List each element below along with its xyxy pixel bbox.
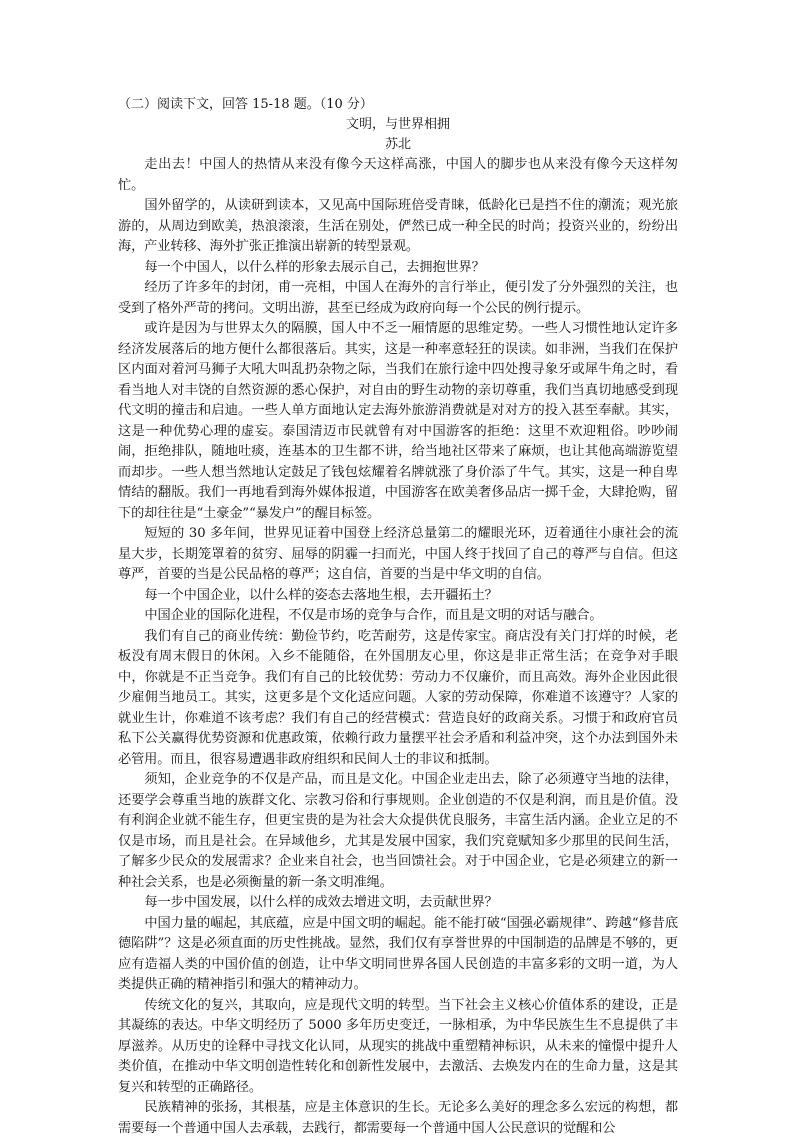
paragraph: 民族精神的张扬，其根基，应是主体意识的生长。无论多么美好的理念多么宏远的构想，都需要每一个普通中国人去承载，去践行，都需要每一个普通中国人公民意识的觉醒和公 — [118, 1100, 678, 1136]
article-author: 苏北 — [384, 137, 411, 152]
paragraph: 中国力量的崛起，其底蕴，应是中国文明的崛起。能不能打破“国强必霸规律”、跨越“修昔底德陷阱”？这是必须直面的历史性挑战。显然，我们仅有享誉世界的中国制造的品牌是不够的，更应有造福人类的中国价值的创造，让中华文明同世界各国人民创造的丰富多彩的文明一道，为人类提供正确的精神指引和强大的精神动力。 — [118, 915, 678, 992]
paragraph: 我们有自己的商业传统：勤俭节约，吃苦耐劳，这是传家宝。商店没有关门打烊的时候，老板没有周末假日的休闲。入乡不能随俗，在外国朋友心里，你这是非正常生活；在竞争对手眼中，你就是不正当竞争。我们有自己的比较优势：劳动力不仅廉价，而且高效。海外企业因此很少雇佣当地员工。其实，这更多是个文化适应问题。人家的劳动保障，你难道不该遵守？人家的就业生计，你难道不该考虑？我们有自己的经营模式：营造良好的政商关系。习惯于和政府官员私下公关赢得优势资源和优惠政策，依赖行政力量摆平社会矛盾和利益冲突，这个办法到国外未必管用。而且，很容易遭遇非政府组织和民间人士的非议和抵制。 — [118, 628, 678, 767]
article-title: 文明，与世界相拥 — [345, 117, 450, 132]
paragraph: 经历了许多年的封闭，甫一亮相，中国人在海外的言行举止，便引发了分外强烈的关注，也受到了格外严苛的拷问。文明出游，甚至已经成为政府向每一个公民的例行提示。 — [118, 280, 678, 316]
paragraph: 中国企业的国际化进程，不仅是市场的竞争与合作，而且是文明的对话与融合。 — [144, 608, 603, 623]
document-page — [118, 95, 678, 1139]
paragraph: 国外留学的，从读研到读本，又见高中国际班倍受青睐，低龄化已是挡不住的潮流；观光旅游的，从周边到欧美，热浪滚滚，生活在别处，俨然已成一种全民的时尚；投资兴业的，纷纷出海，产业转移、海外扩张正推演出崭新的转型景观。 — [118, 198, 678, 254]
paragraph: 须知，企业竞争的不仅是产品，而且是文化。中国企业走出去，除了必须遵守当地的法律，还要学会尊重当地的族群文化、宗教习俗和行事规则。企业创造的不仅是利润，而且是价值。没有利润企业就不能生存，但更宝贵的是为社会大众提供优良服务，丰富生活内涵。企业立足的不仅是市场，而且是社会。在异域他乡，尤其是发展中国家，我们究竟赋知多少那里的民间生活，了解多少民众的发展需求？企业来自社会，也当回馈社会。对于中国企业，它是必须建立的新一种社会关系，也是必须衡量的新一条文明准绳。 — [118, 772, 678, 890]
paragraph: 每一个中国企业，以什么样的姿态去落地生根，去开疆拓土？ — [144, 587, 498, 603]
section-heading: （二）阅读下文，回答 15-18 题。（10 分） — [118, 97, 373, 112]
paragraph: 传统文化的复兴，其取向，应是现代文明的转型。当下社会主义核心价值体系的建设，正是其凝练的表达。中华文明经历了 5000 多年历史变迁，一脉相承，为中华民族生生不息提供了丰厚滋养。从历史的诠释中寻找文化认同，从现实的挑战中重塑精神标识，从未来的憧憬中提升人类价值，在推动中华文明创造性转化和创新性发展中，去激活、去焕发内在的生命力量，这是其复兴和转型的正确路径。 — [118, 997, 678, 1095]
paragraph: 走出去！中国人的热情从来没有像今天这样高涨，中国人的脚步也从来没有像今天这样匆忙。 — [118, 157, 678, 193]
paragraph: 短短的 30 多年间，世界见证着中国登上经济总量第二的耀眼光环，迈着通往小康社会的流星大步，长期笼罩着的贫穷、屈辱的阴霾一扫而光，中国人终于找回了自己的尊严与自信。但这尊严，首要的当是公民品格的尊严；这自信，首要的当是中华文明的自信。 — [118, 526, 678, 582]
paragraph: 每一步中国发展，以什么样的成效去增进文明，去贡献世界？ — [144, 895, 498, 910]
paragraph: 每一个中国人，以什么样的形象去展示自己，去拥抱世界？ — [144, 259, 485, 275]
paragraph: 或许是因为与世界太久的隔膜，国人中不乏一厢情愿的思维定势。一些人习惯性地认定许多经济发展落后的地方便什么都很落后。其实，这是一种率意轻狂的误读。如非洲，当我们在保护区内面对着河马狮子大吼大叫乱扔杂物之际，当我们在旅行途中四处搜寻象牙或犀牛角之时，看看当地人对丰饶的自然资源的悉心保护，对自由的野生动物的亲切尊重，我们当真切地感受到现代文明的撞击和启迪。一些人单方面地认定去海外旅游消费就是对对方的投入甚至奉献。其实，这是一种优势心理的虚妄。泰国清迈市民就曾有对中国游客的拒绝：这里不欢迎粗俗。吵吵闹闹，拒绝排队，随地吐痰，连基本的卫生都不讲，给当地社区带来了麻烦，也让其他高端游览望而却步。一些人想当然地认定鼓足了钱包炫耀着名牌就涨了身价添了牛气。其实，这是一种自卑情结的翻版。我们一再地看到海外媒体报道，中国游客在欧美奢侈品店一掷千金，大肆抢购，留下的却往往是“土豪金”“暴发户”的醒目标签。 — [118, 321, 678, 521]
